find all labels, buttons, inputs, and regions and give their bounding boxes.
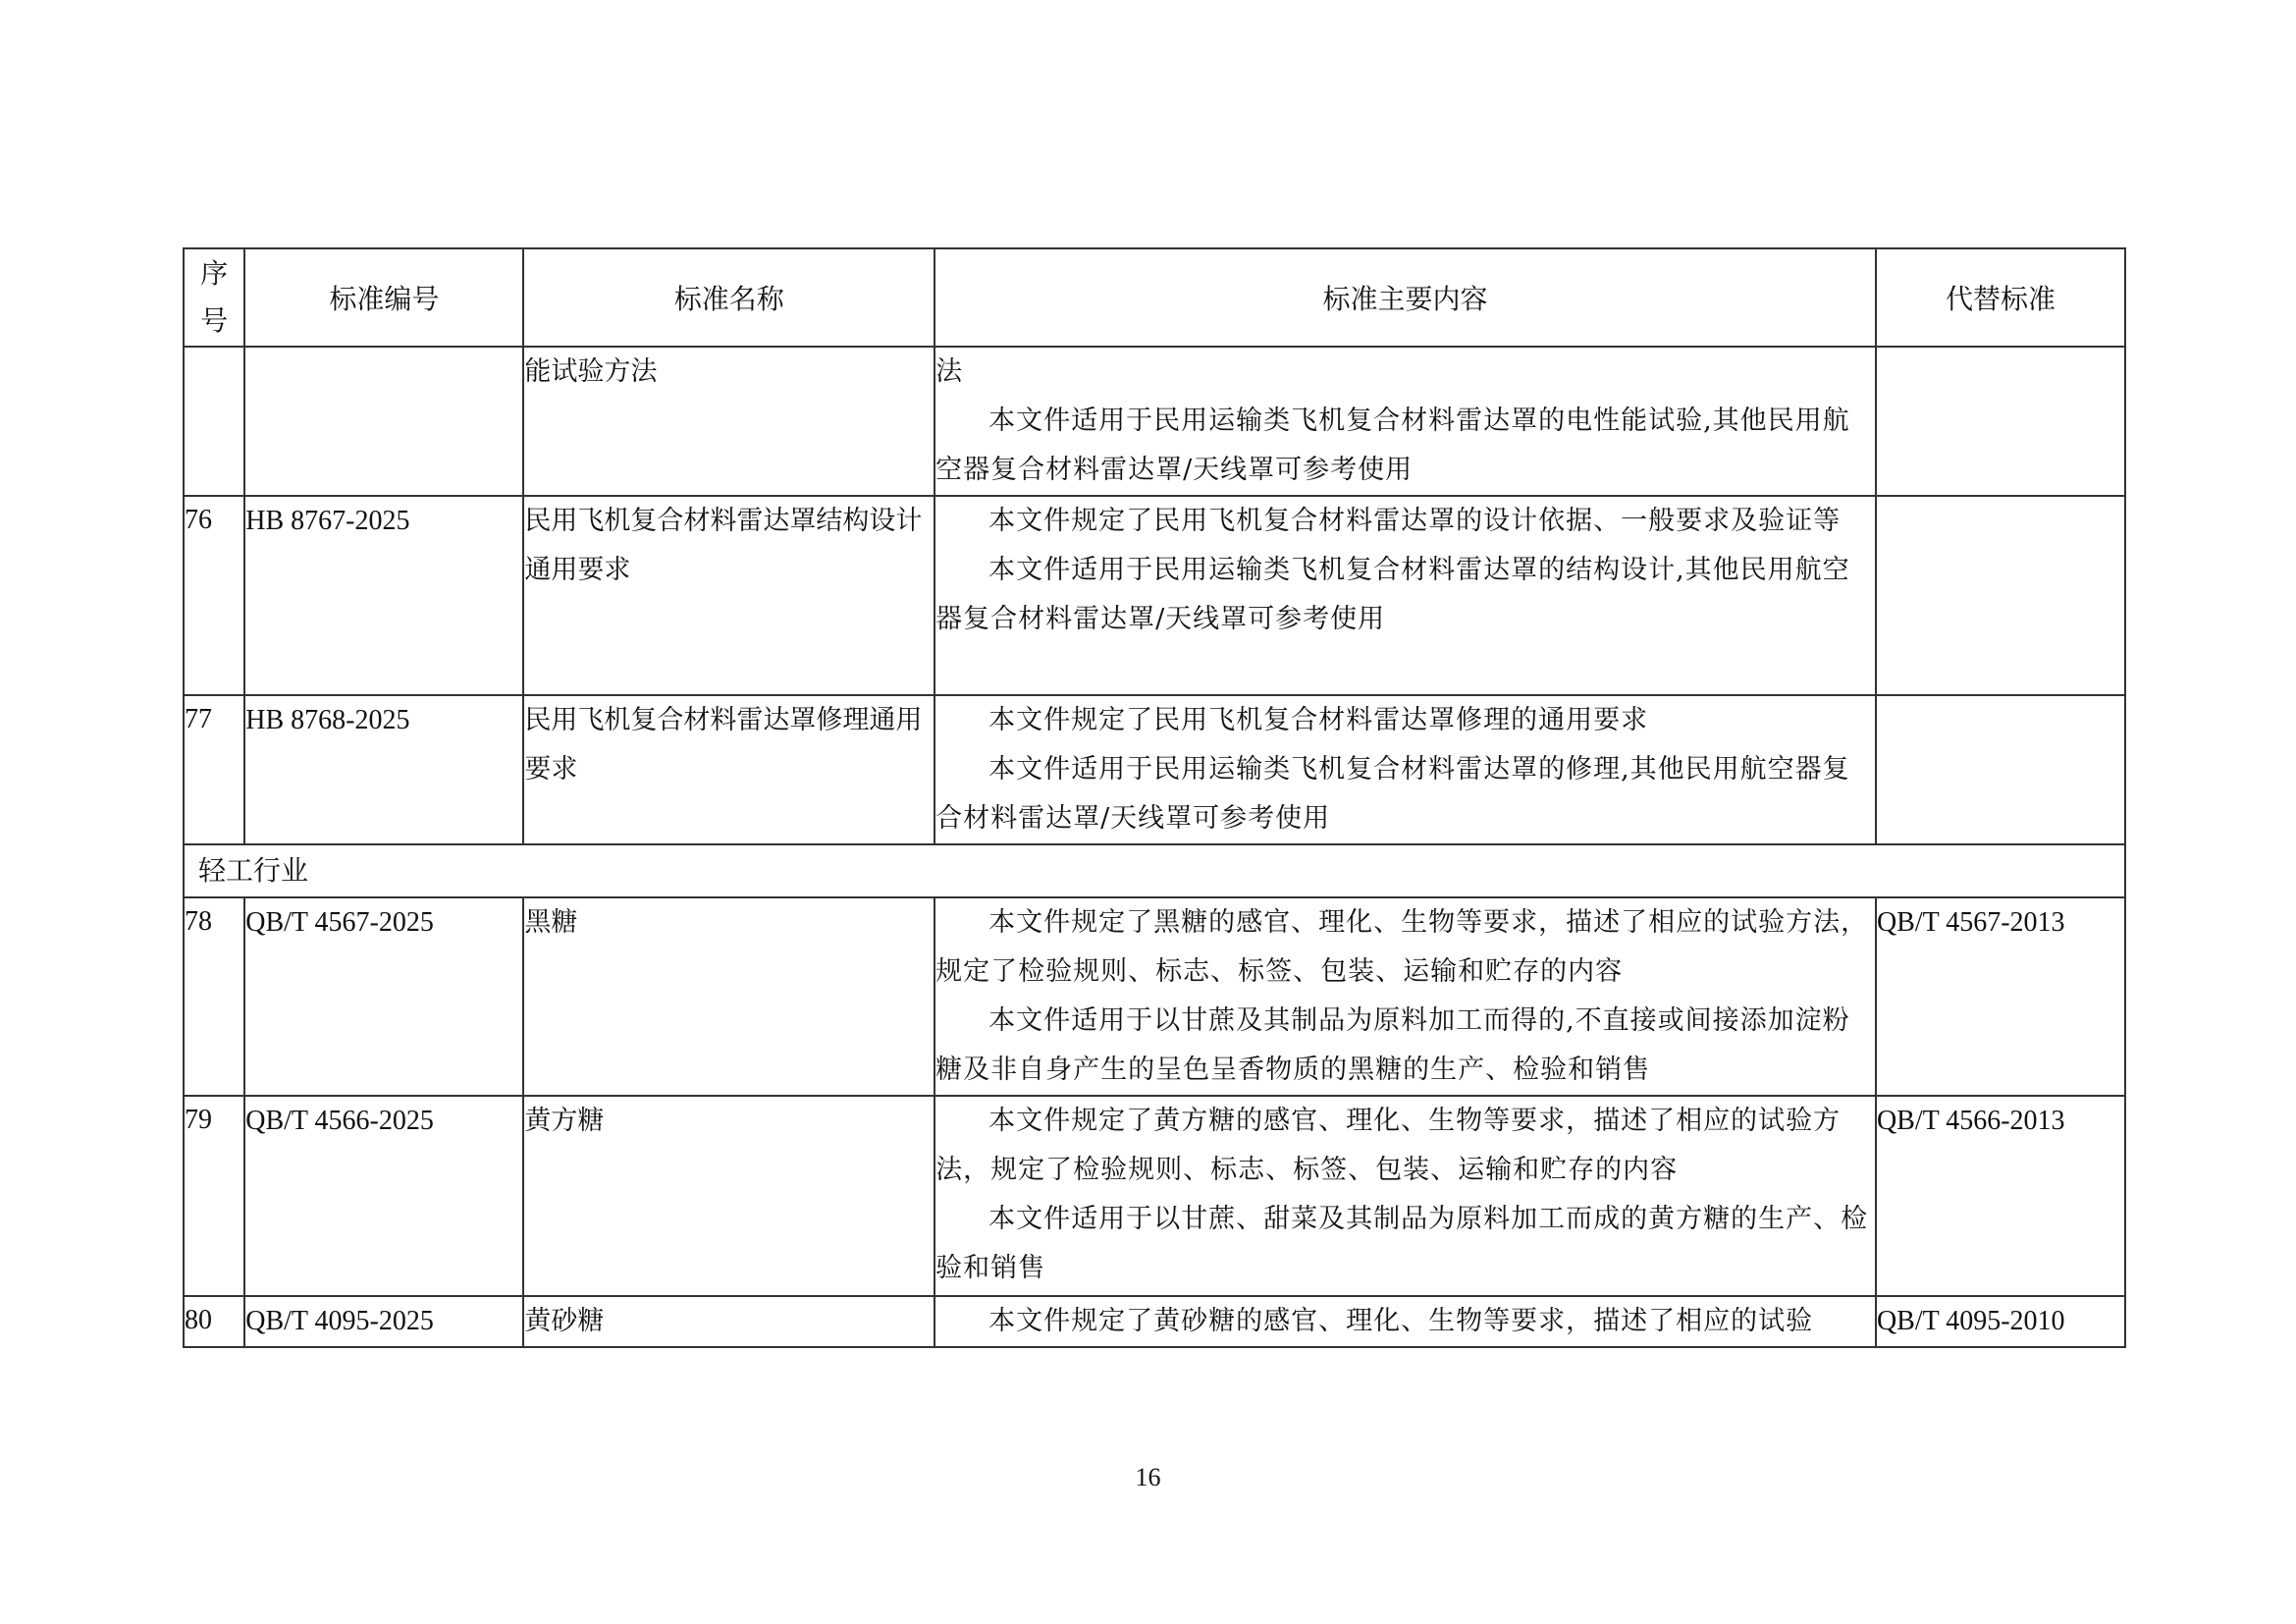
row-name: 黄砂糖: [523, 1296, 934, 1347]
table-row: [184, 695, 2125, 844]
page-number: 16: [1135, 1463, 1161, 1491]
header-seq: [184, 248, 244, 347]
row-content: [934, 695, 1876, 844]
row-name: 黄方糖: [523, 1096, 934, 1296]
row-replaces: [1876, 496, 2125, 695]
row-code: QB/T 4095-2025: [244, 1296, 523, 1347]
content-paragraph: 本文件规定了民用飞机复合材料雷达罩修理的通用要求: [988, 705, 1649, 735]
content-paragraph: 本文件适用于民用运输类飞机复合材料雷达罩的结构设计,其他民用航空器复合材料雷达罩/天线罩可参考使用: [935, 555, 1850, 634]
row-name: 民用飞机复合材料雷达罩修理通用要求: [523, 695, 934, 844]
table-row: [184, 496, 2125, 695]
content-paragraph: 本文件适用于以甘蔗及其制品为原料加工而得的,不直接或间接添加淀粉糖及非自身产生的呈色呈香物质的黑糖的生产、检验和销售: [935, 1005, 1850, 1085]
row-replaces: QB/T 4566-2013: [1876, 1096, 2125, 1296]
content-paragraph: 法: [935, 356, 964, 387]
row-content: [934, 1296, 1876, 1347]
table-row: [184, 347, 2125, 496]
row-seq: 80: [184, 1296, 244, 1347]
header-name: 标准名称: [523, 248, 934, 347]
header-replaces: 代替标准: [1876, 248, 2125, 347]
content-paragraph: 本文件规定了民用飞机复合材料雷达罩的设计依据、一般要求及验证等: [988, 506, 1842, 536]
header-code: 标准编号: [244, 248, 523, 347]
table-row: [184, 897, 2125, 1096]
row-code: HB 8767-2025: [244, 496, 523, 695]
table-header-row: [184, 248, 2125, 347]
row-seq: [184, 347, 244, 496]
row-code: QB/T 4566-2025: [244, 1096, 523, 1296]
row-replaces: [1876, 347, 2125, 496]
row-replaces: QB/T 4567-2013: [1876, 897, 2125, 1096]
section-row: [184, 844, 2125, 897]
row-content: [934, 496, 1876, 695]
header-content: 标准主要内容: [934, 248, 1876, 347]
row-code: HB 8768-2025: [244, 695, 523, 844]
row-seq: 77: [184, 695, 244, 844]
content-paragraph: 本文件规定了黄砂糖的感官、理化、生物等要求，描述了相应的试验: [988, 1306, 1814, 1336]
row-name: 能试验方法: [523, 347, 934, 496]
row-seq: 78: [184, 897, 244, 1096]
header-seq-line2: 号: [200, 304, 229, 337]
row-code: [244, 347, 523, 496]
content-paragraph: 本文件适用于民用运输类飞机复合材料雷达罩的电性能试验,其他民用航空器复合材料雷达罩/天线罩可参考使用: [935, 406, 1850, 485]
content-paragraph: 本文件规定了黑糖的感官、理化、生物等要求，描述了相应的试验方法，规定了检验规则、标志、标签、包装、运输和贮存的内容: [935, 907, 1869, 987]
section-title: 轻工行业: [184, 844, 2125, 897]
row-replaces: QB/T 4095-2010: [1876, 1296, 2125, 1347]
row-replaces: [1876, 695, 2125, 844]
row-seq: 79: [184, 1096, 244, 1296]
table-row: [184, 1096, 2125, 1296]
row-content: [934, 1096, 1876, 1296]
row-name: 民用飞机复合材料雷达罩结构设计通用要求: [523, 496, 934, 695]
row-content: [934, 897, 1876, 1096]
row-seq: 76: [184, 496, 244, 695]
table-row: [184, 1296, 2125, 1347]
content-paragraph: 本文件适用于以甘蔗、甜菜及其制品为原料加工而成的黄方糖的生产、检验和销售: [935, 1204, 1869, 1283]
row-content: [934, 347, 1876, 496]
standards-table: [183, 247, 2126, 1348]
content-paragraph: 本文件规定了黄方糖的感官、理化、生物等要求，描述了相应的试验方法，规定了检验规则、标志、标签、包装、运输和贮存的内容: [935, 1106, 1842, 1185]
header-seq-line1: 序: [200, 257, 229, 290]
content-paragraph: 本文件适用于民用运输类飞机复合材料雷达罩的修理,其他民用航空器复合材料雷达罩/天线罩可参考使用: [935, 754, 1850, 834]
row-name: 黑糖: [523, 897, 934, 1096]
row-code: QB/T 4567-2025: [244, 897, 523, 1096]
